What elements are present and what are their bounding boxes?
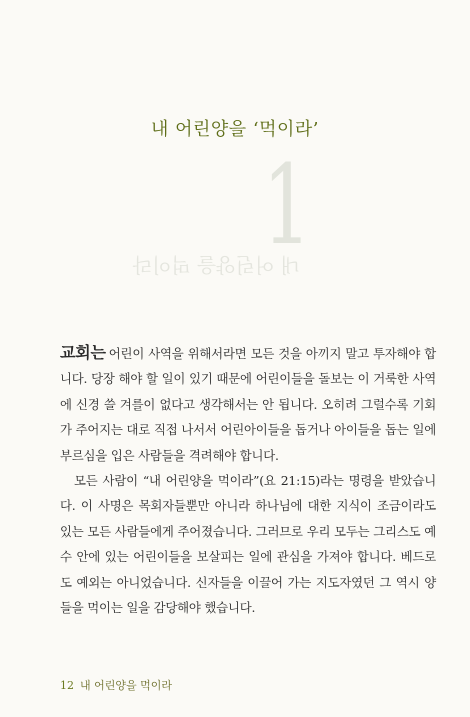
lead-word: 교회는	[60, 343, 106, 362]
paragraph-1	[60, 340, 436, 468]
paragraph-1-text: 어린이 사역을 위해서라면 모든 것을 아끼지 말고 투자해야 합니다. 당장 해야 할 일이 있기 때문에 어린이들을 돌보는 이 거룩한 사역에 신경 쓸 겨를이 없다고 생각해서는 안 됩니다. 오히려 그럴수록 기회가 주어지는 대로 직접 나서서 어린아이들을 돕거나 아이들을 돕는 일에 부르심을 입은 사람들을 격려해야 합니다.	[60, 346, 436, 463]
page-footer	[60, 677, 172, 693]
chapter-number-watermark: 1	[262, 141, 312, 269]
running-title: 내 어린양을 먹이라	[80, 679, 173, 692]
body-text	[60, 340, 436, 620]
paragraph-2: 모든 사람이 “내 어린양을 먹이라”(요 21:15)라는 명령을 받았습니다. 이 사명은 목회자들뿐만 아니라 하나님에 대한 지식이 조금이라도 있는 모든 사람들에게 주어졌습니다. 그러므로 우리 모두는 그리스도 예수 안에 있는 어린이들을 보살피는 일에 관심을 가져야 합니다. 베드로도 예외는 아니었습니다. 신자들을 이끌어 가는 지도자였던 그 역시 양들을 먹이는 일을 감당해야 했습니다.	[60, 473, 436, 616]
chapter-title-show-through: 내 어린양을 먹이라	[132, 253, 300, 277]
page-number: 12	[60, 679, 74, 692]
chapter-title: 내 어린양을 ‘먹이라’	[151, 119, 319, 140]
